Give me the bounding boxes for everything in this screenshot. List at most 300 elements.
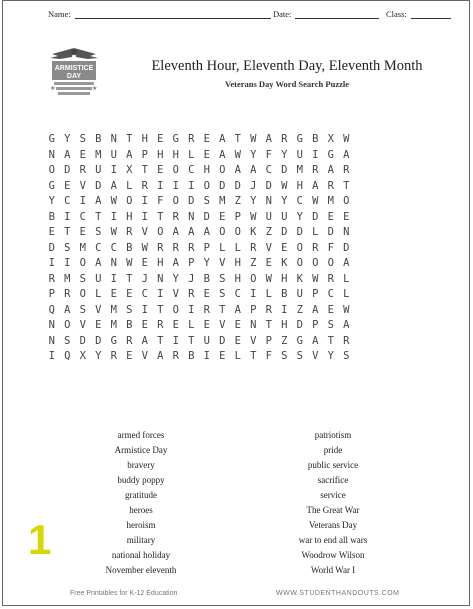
grid-letter: S [64,241,71,254]
grid-letter: A [327,164,334,176]
grid-letter: R [172,241,179,254]
grid-letter: S [95,226,102,238]
word-list-item: national holiday [111,550,171,560]
grid-letter: G [172,133,179,145]
grid-letter: I [281,303,288,316]
grid-letter: O [79,257,86,269]
grid-letter: N [110,257,117,269]
grid-letter: Y [296,210,303,223]
grid-letter: T [157,334,164,347]
grid-letter: I [172,179,179,192]
grid-letter: O [219,226,226,238]
grid-letter: V [172,288,179,300]
grid-letter: W [265,272,272,285]
grid-letter: T [219,303,226,316]
grid-letter: U [265,210,272,223]
grid-letter: V [141,226,148,238]
grid-letter: E [281,241,288,254]
footer-left-text: Free Printables for K-12 Education [70,590,178,597]
grid-letter: O [343,195,350,207]
grid-letter: W [312,195,319,207]
grid-letter: I [157,288,164,300]
grid-letter: A [234,303,241,316]
grid-letter: V [95,303,102,316]
grid-letter: S [203,195,210,207]
grid-letter: S [281,350,288,362]
grid-letter: D [281,164,288,176]
grid-letter: W [141,241,148,254]
grid-letter: N [48,148,55,161]
page-subtitle: Veterans Day Word Search Puzzle [224,79,350,89]
grid-letter: B [126,319,133,331]
word-list-item: bravery [127,460,155,470]
grid-letter: K [296,272,303,285]
grid-letter: E [203,319,210,331]
grid-letter: N [188,210,195,223]
grid-letter: G [110,334,117,347]
grid-letter: T [234,133,241,145]
word-list-item: Veterans Day [308,520,358,530]
grid-letter: T [265,319,272,331]
grid-row [44,180,354,196]
grid-letter: I [110,210,117,223]
grid-row [44,149,354,165]
grid-letter: V [219,257,226,269]
footer-website: WWW.STUDENTHANDOUTS.COM [276,590,400,597]
grid-letter: M [95,148,102,161]
grid-letter: Y [48,195,55,207]
grid-letter: R [126,226,133,238]
grid-letter: Z [250,257,257,269]
grid-letter: C [327,288,334,300]
grid-letter: Y [203,257,210,269]
grid-row [44,211,354,227]
emblem-text-line1: ARMISTICE [54,65,94,72]
grid-letter: R [312,241,319,254]
grid-letter: M [327,195,334,207]
grid-letter: O [296,241,303,254]
grid-letter: T [157,303,164,316]
armistice-day-emblem [44,44,104,100]
grid-letter: E [234,319,241,331]
grid-letter: O [234,226,241,238]
grid-letter: L [343,288,350,300]
grid-letter: Z [296,303,303,316]
grid-letter: O [48,164,55,176]
grid-letter: R [110,350,117,362]
grid-letter: S [79,303,86,316]
grid-letter: L [188,148,195,161]
grid-letter: T [188,334,195,347]
grid-letter: C [296,195,303,207]
grid-letter: O [64,319,71,331]
grid-letter: R [157,241,164,254]
grid-letter: M [110,319,117,331]
grid-letter: D [219,334,226,347]
grid-letter: A [157,350,164,362]
grid-letter: Z [281,334,288,347]
grid-letter: A [188,226,195,238]
grid-letter: R [203,303,210,316]
grid-letter: A [265,133,272,145]
grid-letter: U [296,288,303,300]
grid-letter: Q [64,350,71,362]
word-list-item: pride [323,445,343,455]
grid-letter: K [281,257,288,269]
grid-letter: R [172,210,179,223]
grid-letter: E [234,334,241,347]
grid-letter: E [48,226,55,238]
grid-letter: L [312,226,319,238]
grid-letter: L [188,319,195,331]
word-list-item: Woodrow Wilson [301,550,365,560]
grid-letter: A [343,319,350,331]
grid-letter: E [219,350,226,362]
grid-letter: A [312,334,319,347]
grid-letter: U [110,148,117,161]
grid-letter: E [172,319,179,331]
grid-row [44,335,354,351]
grid-letter: D [281,226,288,238]
grid-letter: W [234,148,241,161]
grid-letter: H [281,272,288,285]
name-label: Name: [48,9,71,19]
grid-letter: A [343,257,350,269]
emblem-text-line2: DAY [66,73,82,80]
class-blank [411,10,451,19]
grid-letter: S [219,272,226,285]
grid-row [44,226,354,242]
date-label: Date: [273,9,292,19]
grid-letter: P [312,288,319,300]
word-list-item: military [126,535,156,545]
grid-letter: I [141,195,148,207]
grid-letter: V [250,334,257,347]
grid-letter: R [312,164,319,176]
grid-letter: L [219,241,226,254]
grid-letter: H [157,148,164,161]
grid-letter: S [219,288,226,300]
grid-letter: R [343,334,350,347]
word-list-left [66,428,216,578]
grid-letter: Z [265,226,272,238]
grid-letter: A [234,164,241,176]
grid-letter: T [157,210,164,223]
grid-letter: C [234,288,241,300]
grid-letter: D [188,195,195,207]
grid-letter: D [95,334,102,347]
grid-letter: N [48,319,55,331]
grid-letter: B [312,133,319,145]
grid-letter: D [219,179,226,192]
grid-letter: E [64,179,71,192]
grid-letter: O [250,272,257,285]
grid-letter: M [64,272,71,285]
grid-letter: C [95,241,102,254]
grid-letter: Z [234,195,241,207]
word-list-item: The Great War [306,505,360,515]
grid-letter: Q [48,303,55,316]
grid-letter: W [250,133,257,145]
grid-letter: Y [250,148,257,161]
grid-row [44,319,354,335]
grid-letter: J [188,272,195,285]
word-list-item: November eleventh [105,565,177,575]
grid-letter: R [157,319,164,331]
grid-letter: B [48,210,55,223]
grid-letter: A [312,303,319,316]
grid-letter: O [312,257,319,269]
word-list-item: war to end all wars [298,535,368,545]
grid-letter: V [312,350,319,362]
grid-letter: P [312,319,319,331]
grid-letter: O [219,164,226,176]
grid-letter: R [188,241,195,254]
grid-letter: H [281,319,288,331]
grid-letter: B [126,241,133,254]
grid-letter: V [79,319,86,331]
grid-letter: R [327,179,334,192]
grid-letter: S [296,350,303,362]
grid-letter: D [296,319,303,331]
grid-letter: E [141,257,148,269]
decorative-number: 1 [28,516,52,563]
grid-letter: M [296,164,303,176]
grid-letter: I [64,257,71,269]
grid-letter: I [188,303,195,316]
grid-letter: C [79,210,86,223]
grid-letter: E [79,226,86,238]
grid-letter: E [126,288,133,300]
grid-letter: S [126,303,133,316]
grid-letter: E [79,148,86,161]
grid-letter: R [48,272,55,285]
word-list-item: Armistice Day [114,445,168,455]
grid-letter: D [95,179,102,192]
grid-letter: V [219,319,226,331]
grid-letter: U [95,272,102,285]
grid-letter: T [327,334,334,347]
grid-letter: E [157,133,164,145]
svg-text:★: ★ [50,86,56,92]
grid-letter: D [312,210,319,223]
grid-letter: D [64,164,71,176]
grid-letter: E [203,148,210,161]
grid-letter: P [203,241,210,254]
grid-letter: L [234,241,241,254]
grid-letter: R [188,133,195,145]
grid-letter: S [343,350,350,362]
grid-letter: B [203,272,210,285]
grid-letter: D [296,226,303,238]
word-list-item: armed forces [117,430,165,440]
class-label: Class: [386,9,407,19]
grid-letter: A [312,179,319,192]
grid-letter: M [219,195,226,207]
grid-letter: J [250,179,257,192]
grid-letter: A [203,226,210,238]
grid-letter: I [203,350,210,362]
grid-letter: O [327,257,334,269]
grid-letter: W [343,133,350,145]
grid-letter: I [312,148,319,161]
grid-letter: E [265,257,272,269]
date-field [273,9,379,19]
grid-letter: A [219,133,226,145]
grid-letter: T [64,226,71,238]
grid-letter: R [343,164,350,176]
word-list-item: patriotism [314,430,352,440]
grid-letter: V [141,350,148,362]
grid-letter: X [126,164,133,176]
grid-letter: P [188,257,195,269]
grid-letter: D [265,179,272,192]
grid-letter: U [296,148,303,161]
grid-letter: H [203,164,210,176]
grid-letter: D [48,241,55,254]
grid-letter: I [79,195,86,207]
grid-letter: G [48,133,55,145]
grid-row [44,273,354,289]
grid-letter: E [110,288,117,300]
grid-letter: I [48,257,55,269]
grid-letter: Y [327,350,334,362]
grid-letter: I [110,272,117,285]
grid-letter: R [188,288,195,300]
grid-letter: M [110,303,117,316]
grid-letter: R [79,164,86,176]
grid-letter: L [265,288,272,300]
grid-letter: U [95,164,102,176]
grid-letter: T [126,272,133,285]
grid-row [44,304,354,320]
grid-row [44,195,354,211]
grid-letter: A [64,148,71,161]
grid-row [44,242,354,258]
word-list-item: service [320,490,346,500]
grid-letter: Y [281,195,288,207]
grid-letter: J [141,272,148,285]
grid-letter: I [64,210,71,223]
grid-letter: O [296,257,303,269]
grid-letter: P [48,288,55,300]
grid-letter: W [281,179,288,192]
grid-letter: T [141,164,148,176]
grid-letter: E [327,210,334,223]
grid-letter: F [157,195,164,207]
grid-letter: A [95,257,102,269]
grid-letter: I [110,164,117,176]
grid-letter: W [343,303,350,316]
grid-letter: B [281,288,288,300]
grid-letter: P [141,148,148,161]
word-list-item: public service [307,460,359,470]
grid-letter: C [64,195,71,207]
grid-letter: A [95,195,102,207]
grid-letter: X [327,133,334,145]
grid-letter: S [327,319,334,331]
grid-letter: R [126,334,133,347]
grid-row [44,164,354,180]
grid-letter: T [250,350,257,362]
grid-letter: V [79,179,86,192]
grid-letter: A [126,148,133,161]
grid-letter: C [110,241,117,254]
name-field [48,9,271,19]
grid-letter: U [281,210,288,223]
grid-letter: W [110,226,117,238]
grid-letter: G [296,334,303,347]
grid-letter: F [265,148,272,161]
grid-letter: A [172,257,179,269]
grid-letter: H [141,133,148,145]
word-list-item: World War I [310,565,356,575]
grid-letter: N [250,319,257,331]
grid-letter: O [157,226,164,238]
word-list-item: gratitude [125,490,157,500]
word-list-item: buddy poppy [117,475,165,485]
grid-letter: A [172,226,179,238]
grid-letter: O [172,164,179,176]
grid-letter: N [157,272,164,285]
grid-letter: D [327,226,334,238]
grid-letter: C [141,288,148,300]
grid-letter: D [79,334,86,347]
grid-letter: R [141,179,148,192]
grid-letter: A [64,303,71,316]
word-list-item: heroes [129,505,153,515]
grid-letter: E [157,164,164,176]
grid-letter: I [250,288,257,300]
grid-row [44,257,354,273]
grid-letter: H [234,257,241,269]
grid-letter: Y [281,148,288,161]
grid-letter: B [188,350,195,362]
grid-letter: M [79,241,86,254]
grid-letter: I [172,334,179,347]
grid-letter: L [234,350,241,362]
grid-letter: N [343,226,350,238]
grid-letter: O [126,195,133,207]
svg-text:★: ★ [92,86,98,92]
grid-letter: S [79,272,86,285]
grid-letter: D [203,210,210,223]
grid-letter: H [126,210,133,223]
grid-letter: T [95,210,102,223]
grid-letter: K [250,226,257,238]
grid-letter: W [126,257,133,269]
grid-letter: Y [250,195,257,207]
grid-letter: S [79,133,86,145]
page-title: Eleventh Hour, Eleventh Day, Eleventh Month [151,58,423,74]
grid-letter: G [296,133,303,145]
grid-letter: D [343,241,350,254]
grid-letter: Y [172,272,179,285]
grid-letter: H [157,257,164,269]
word-search-grid [44,133,354,366]
grid-letter: I [188,179,195,192]
grid-letter: H [172,148,179,161]
grid-letter: I [48,350,55,362]
grid-letter: A [219,148,226,161]
grid-letter: W [250,210,257,223]
grid-letter: O [172,195,179,207]
grid-letter: R [172,350,179,362]
grid-letter: U [203,334,210,347]
grid-letter: E [95,319,102,331]
grid-letter: O [172,303,179,316]
grid-letter: C [188,164,195,176]
